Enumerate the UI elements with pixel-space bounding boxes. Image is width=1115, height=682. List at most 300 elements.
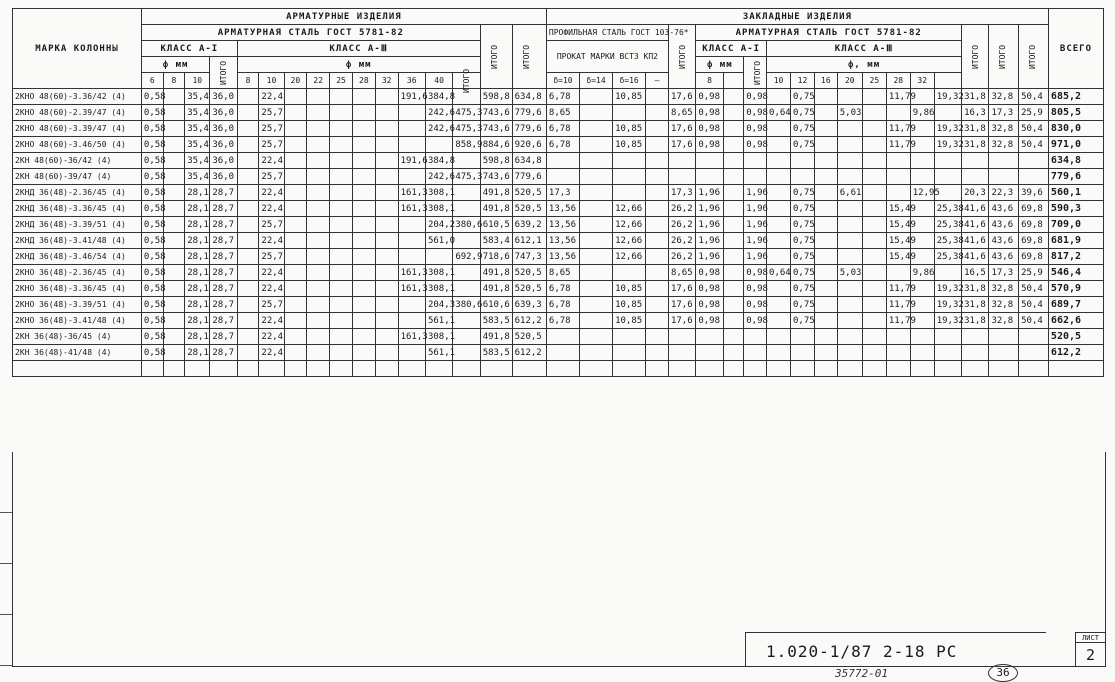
empty-cell xyxy=(352,361,375,377)
empty-cell xyxy=(480,361,512,377)
value-cell xyxy=(646,345,669,361)
value-cell: 520,5 xyxy=(512,201,546,217)
value-cell: 11,79 xyxy=(886,137,910,153)
value-cell xyxy=(791,329,815,345)
value-cell: 39,6 xyxy=(1019,185,1049,201)
value-cell xyxy=(814,233,837,249)
value-cell: 28,1 xyxy=(185,345,210,361)
value-cell: 15,49 xyxy=(886,217,910,233)
empty-cell xyxy=(1048,361,1103,377)
value-cell: 884,6 xyxy=(480,137,512,153)
circled-number: 36 xyxy=(988,664,1018,682)
value-cell: 32,8 xyxy=(989,89,1019,105)
diameter-cell: 10 xyxy=(259,73,284,89)
empty-cell xyxy=(579,361,612,377)
value-cell xyxy=(814,121,837,137)
value-cell xyxy=(723,217,744,233)
value-cell: 43,6 xyxy=(989,201,1019,217)
value-cell xyxy=(668,329,695,345)
grand-total-cell: 689,7 xyxy=(1048,297,1103,313)
value-cell xyxy=(668,169,695,185)
value-cell: 26,2 xyxy=(668,233,695,249)
value-cell: 32,8 xyxy=(989,297,1019,313)
value-cell xyxy=(163,297,185,313)
value-cell xyxy=(862,169,886,185)
value-cell xyxy=(237,313,259,329)
value-cell: 6,78 xyxy=(546,137,579,153)
value-cell: 10,85 xyxy=(613,281,646,297)
value-cell: 19,32 xyxy=(934,297,961,313)
value-cell xyxy=(989,329,1019,345)
value-cell: 41,6 xyxy=(962,217,989,233)
value-cell: 0,75 xyxy=(791,89,815,105)
value-cell xyxy=(307,137,330,153)
value-cell: 50,4 xyxy=(1019,89,1049,105)
value-cell: 17,6 xyxy=(668,89,695,105)
value-cell xyxy=(352,89,375,105)
value-cell: 31,8 xyxy=(962,121,989,137)
value-cell: 36,0 xyxy=(210,105,237,121)
value-cell xyxy=(886,185,910,201)
value-cell: 475,3 xyxy=(453,121,480,137)
value-cell xyxy=(837,281,862,297)
value-cell xyxy=(352,201,375,217)
value-cell xyxy=(579,329,612,345)
value-cell xyxy=(453,329,480,345)
value-cell: 11,79 xyxy=(886,297,910,313)
value-cell: 28,1 xyxy=(185,313,210,329)
value-cell: 17,6 xyxy=(668,297,695,313)
value-cell xyxy=(579,153,612,169)
value-cell: 13,56 xyxy=(546,217,579,233)
value-cell: 35,4 xyxy=(185,105,210,121)
value-cell xyxy=(579,169,612,185)
value-cell xyxy=(696,169,723,185)
diameter-cell: 10 xyxy=(185,73,210,89)
value-cell xyxy=(237,297,259,313)
value-cell xyxy=(163,281,185,297)
value-cell xyxy=(646,121,669,137)
column-mark: 2КНД 36(48)-3.39/51 (4) xyxy=(13,217,142,233)
value-cell xyxy=(284,313,307,329)
empty-cell xyxy=(989,361,1019,377)
table-row xyxy=(13,105,1104,121)
value-cell: 1,96 xyxy=(696,233,723,249)
value-cell: 22,4 xyxy=(259,329,284,345)
value-cell xyxy=(862,137,886,153)
value-cell xyxy=(814,201,837,217)
value-cell: 161,3 xyxy=(398,265,425,281)
value-cell xyxy=(668,345,695,361)
value-cell: 10,85 xyxy=(613,313,646,329)
diameter-cell: 32 xyxy=(375,73,398,89)
value-cell: 69,8 xyxy=(1019,201,1049,217)
value-cell: 0,98 xyxy=(696,89,723,105)
diameter-cell: 40 xyxy=(425,73,452,89)
grand-total-cell: 830,0 xyxy=(1048,121,1103,137)
table-row xyxy=(13,281,1104,297)
value-cell xyxy=(453,201,480,217)
value-cell xyxy=(646,329,669,345)
value-cell xyxy=(307,89,330,105)
value-cell xyxy=(398,249,425,265)
table-row xyxy=(13,329,1104,345)
empty-cell xyxy=(837,361,862,377)
value-cell xyxy=(837,217,862,233)
diameter-row xyxy=(13,73,1104,89)
value-cell: 41,6 xyxy=(962,201,989,217)
empty-cell xyxy=(723,361,744,377)
value-cell xyxy=(1019,329,1049,345)
value-cell xyxy=(837,121,862,137)
value-cell xyxy=(330,265,353,281)
value-cell xyxy=(579,185,612,201)
value-cell xyxy=(934,329,961,345)
value-cell xyxy=(330,137,353,153)
value-cell: 384,8 xyxy=(425,153,452,169)
value-cell xyxy=(453,233,480,249)
sheet-number-box xyxy=(1075,632,1105,667)
value-cell: 0,98 xyxy=(696,297,723,313)
value-cell xyxy=(307,217,330,233)
value-cell xyxy=(723,249,744,265)
value-cell: 28,1 xyxy=(185,281,210,297)
value-cell: 26,2 xyxy=(668,217,695,233)
value-cell xyxy=(375,201,398,217)
diameter-cell: 32 xyxy=(910,73,934,89)
zaklad-title: ЗАКЛАДНЫЕ ИЗДЕЛИЯ xyxy=(546,9,1048,25)
value-cell: 22,4 xyxy=(259,185,284,201)
value-cell xyxy=(307,249,330,265)
value-cell xyxy=(791,169,815,185)
value-cell: 5,03 xyxy=(837,105,862,121)
value-cell xyxy=(307,169,330,185)
value-cell xyxy=(814,217,837,233)
value-cell: 17,6 xyxy=(668,121,695,137)
value-cell xyxy=(934,265,961,281)
value-cell: 0,75 xyxy=(791,137,815,153)
value-cell: 28,7 xyxy=(210,249,237,265)
value-cell xyxy=(284,185,307,201)
value-cell xyxy=(453,313,480,329)
value-cell: 1,96 xyxy=(744,217,767,233)
value-cell xyxy=(579,137,612,153)
value-cell: 0,58 xyxy=(141,185,163,201)
value-cell: 22,4 xyxy=(259,233,284,249)
value-cell: 15,49 xyxy=(886,249,910,265)
value-cell: 43,6 xyxy=(989,249,1019,265)
value-cell xyxy=(934,105,961,121)
value-cell: 0,75 xyxy=(791,281,815,297)
value-cell: 41,6 xyxy=(962,249,989,265)
value-cell xyxy=(989,169,1019,185)
grand-total-cell: 520,5 xyxy=(1048,329,1103,345)
value-cell: 28,7 xyxy=(210,313,237,329)
value-cell xyxy=(886,345,910,361)
value-cell xyxy=(723,329,744,345)
value-cell xyxy=(237,329,259,345)
value-cell xyxy=(767,137,791,153)
value-cell xyxy=(646,265,669,281)
grand-total-cell: 570,9 xyxy=(1048,281,1103,297)
value-cell: 22,4 xyxy=(259,153,284,169)
empty-cell xyxy=(910,361,934,377)
column-mark: 2КНО 48(60)-3.36/42 (4) xyxy=(13,89,142,105)
value-cell xyxy=(330,121,353,137)
value-cell xyxy=(862,121,886,137)
value-cell: 0,98 xyxy=(744,121,767,137)
value-cell: 28,1 xyxy=(185,185,210,201)
value-cell: 12,66 xyxy=(613,217,646,233)
value-cell xyxy=(646,201,669,217)
value-cell: 0,98 xyxy=(696,137,723,153)
value-cell xyxy=(744,153,767,169)
value-cell: 1,96 xyxy=(696,185,723,201)
value-cell: 25,9 xyxy=(1019,105,1049,121)
value-cell xyxy=(237,201,259,217)
value-cell: 50,4 xyxy=(1019,297,1049,313)
zaklad-steel: АРМАТУРНАЯ СТАЛЬ ГОСТ 5781-82 xyxy=(696,25,962,41)
value-cell: 10,85 xyxy=(613,89,646,105)
value-cell: 50,4 xyxy=(1019,137,1049,153)
empty-cell xyxy=(185,361,210,377)
value-cell: 0,75 xyxy=(791,297,815,313)
column-mark: 2КН 48(60)-36/42 (4) xyxy=(13,153,142,169)
value-cell xyxy=(862,233,886,249)
value-cell xyxy=(723,89,744,105)
empty-cell xyxy=(13,361,142,377)
phi-mm-a1-arm: ф мм xyxy=(141,57,209,73)
value-cell xyxy=(767,201,791,217)
value-cell: 0,98 xyxy=(744,105,767,121)
empty-cell xyxy=(646,361,669,377)
value-cell xyxy=(767,169,791,185)
value-cell: 308,1 xyxy=(425,265,452,281)
class-a3-arm: КЛАСС А-Ⅲ xyxy=(237,41,480,57)
value-cell xyxy=(696,153,723,169)
value-cell xyxy=(307,185,330,201)
value-cell: 161,3 xyxy=(398,201,425,217)
value-cell: 0,58 xyxy=(141,297,163,313)
value-cell: 22,4 xyxy=(259,201,284,217)
value-cell xyxy=(934,345,961,361)
value-cell: 191,6 xyxy=(398,89,425,105)
grand-total-cell: 560,1 xyxy=(1048,185,1103,201)
value-cell xyxy=(767,297,791,313)
value-cell: 32,8 xyxy=(989,281,1019,297)
value-cell xyxy=(886,265,910,281)
grand-total-cell: 612,2 xyxy=(1048,345,1103,361)
value-cell xyxy=(284,105,307,121)
value-cell: 0,75 xyxy=(791,265,815,281)
value-cell: 6,78 xyxy=(546,281,579,297)
value-cell: 25,7 xyxy=(259,217,284,233)
value-cell xyxy=(330,201,353,217)
grand-total-cell: 634,8 xyxy=(1048,153,1103,169)
value-cell xyxy=(352,313,375,329)
value-cell xyxy=(613,329,646,345)
value-cell: 0,58 xyxy=(141,201,163,217)
value-cell xyxy=(814,249,837,265)
value-cell: 31,8 xyxy=(962,313,989,329)
value-cell xyxy=(1019,345,1049,361)
value-cell: 25,7 xyxy=(259,169,284,185)
value-cell xyxy=(330,281,353,297)
value-cell xyxy=(723,233,744,249)
value-cell xyxy=(453,265,480,281)
grand-total-cell: 546,4 xyxy=(1048,265,1103,281)
value-cell: 0,75 xyxy=(791,217,815,233)
value-cell xyxy=(723,265,744,281)
value-cell xyxy=(837,249,862,265)
value-cell: 11,79 xyxy=(886,313,910,329)
empty-cell xyxy=(767,361,791,377)
value-cell xyxy=(284,137,307,153)
value-cell: 161,3 xyxy=(398,281,425,297)
value-cell: 10,85 xyxy=(613,297,646,313)
vsego-header: ВСЕГО xyxy=(1048,9,1103,89)
value-cell xyxy=(962,345,989,361)
value-cell: 35,4 xyxy=(185,137,210,153)
value-cell: 25,38 xyxy=(934,249,961,265)
value-cell: 22,4 xyxy=(259,265,284,281)
value-cell: 561,1 xyxy=(425,345,452,361)
value-cell xyxy=(613,265,646,281)
value-cell xyxy=(352,137,375,153)
value-cell xyxy=(723,297,744,313)
class-a1-arm: КЛАСС А-I xyxy=(141,41,237,57)
value-cell xyxy=(398,297,425,313)
column-mark: 2КН 48(60)-39/47 (4) xyxy=(13,169,142,185)
value-cell xyxy=(375,329,398,345)
diameter-cell: 28 xyxy=(352,73,375,89)
value-cell: 31,8 xyxy=(962,137,989,153)
value-cell: 1,96 xyxy=(744,249,767,265)
value-cell xyxy=(352,217,375,233)
value-cell: 384,8 xyxy=(425,89,452,105)
value-cell: 22,4 xyxy=(259,89,284,105)
value-cell xyxy=(284,217,307,233)
table-row xyxy=(13,233,1104,249)
value-cell xyxy=(613,105,646,121)
value-cell xyxy=(646,249,669,265)
diameter-cell: 12 xyxy=(791,73,815,89)
value-cell xyxy=(613,153,646,169)
value-cell: 19,32 xyxy=(934,121,961,137)
value-cell: 520,5 xyxy=(512,281,546,297)
value-cell xyxy=(767,89,791,105)
table-row xyxy=(13,153,1104,169)
diameter-cell: 8 xyxy=(163,73,185,89)
value-cell xyxy=(307,345,330,361)
value-cell xyxy=(886,329,910,345)
value-cell: 520,5 xyxy=(512,329,546,345)
profile-steel: ПРОФИЛЬНАЯ СТАЛЬ ГОСТ 103-76* xyxy=(546,25,668,41)
value-cell xyxy=(767,329,791,345)
value-cell: 9,86 xyxy=(910,265,934,281)
value-cell xyxy=(425,249,452,265)
value-cell xyxy=(163,329,185,345)
value-cell xyxy=(579,201,612,217)
value-cell: 36,0 xyxy=(210,137,237,153)
value-cell xyxy=(398,345,425,361)
value-cell xyxy=(1019,153,1049,169)
value-cell: 25,9 xyxy=(1019,265,1049,281)
value-cell xyxy=(646,297,669,313)
value-cell xyxy=(723,121,744,137)
value-cell xyxy=(862,313,886,329)
value-cell: 308,1 xyxy=(425,281,452,297)
empty-cell xyxy=(613,361,646,377)
itogo-a3-arm: ИТОГО xyxy=(453,73,480,89)
value-cell xyxy=(237,281,259,297)
value-cell: 28,7 xyxy=(210,201,237,217)
table-row xyxy=(13,169,1104,185)
grand-total-cell: 779,6 xyxy=(1048,169,1103,185)
table-row xyxy=(13,249,1104,265)
value-cell: 36,0 xyxy=(210,121,237,137)
value-cell xyxy=(646,169,669,185)
value-cell: 0,58 xyxy=(141,345,163,361)
value-cell: 22,4 xyxy=(259,313,284,329)
value-cell xyxy=(723,153,744,169)
diameter-cell: 10 xyxy=(767,73,791,89)
value-cell: 0,75 xyxy=(791,313,815,329)
value-cell xyxy=(767,217,791,233)
value-cell xyxy=(814,153,837,169)
value-cell xyxy=(453,281,480,297)
value-cell xyxy=(237,105,259,121)
value-cell xyxy=(837,201,862,217)
value-cell: 28,1 xyxy=(185,217,210,233)
value-cell xyxy=(862,153,886,169)
value-cell: 69,8 xyxy=(1019,233,1049,249)
value-cell: 380,6 xyxy=(453,297,480,313)
value-cell: 11,79 xyxy=(886,89,910,105)
empty-cell xyxy=(814,361,837,377)
value-cell xyxy=(814,297,837,313)
value-cell xyxy=(398,137,425,153)
value-cell: 28,7 xyxy=(210,265,237,281)
value-cell xyxy=(767,249,791,265)
empty-cell xyxy=(284,361,307,377)
value-cell: 0,98 xyxy=(696,281,723,297)
value-cell xyxy=(814,281,837,297)
value-cell: 718,6 xyxy=(480,249,512,265)
value-cell: 13,56 xyxy=(546,233,579,249)
value-cell xyxy=(744,169,767,185)
grand-total-cell: 590,3 xyxy=(1048,201,1103,217)
value-cell xyxy=(862,297,886,313)
table-row xyxy=(13,201,1104,217)
value-cell: 491,8 xyxy=(480,185,512,201)
value-cell xyxy=(330,89,353,105)
empty-cell xyxy=(668,361,695,377)
value-cell: 639,3 xyxy=(512,297,546,313)
value-cell: 13,56 xyxy=(546,201,579,217)
value-cell xyxy=(375,169,398,185)
value-cell: 26,2 xyxy=(668,201,695,217)
thickness-cell: δ=16 xyxy=(613,73,646,89)
grand-total-cell: 709,0 xyxy=(1048,217,1103,233)
value-cell: 0,98 xyxy=(744,137,767,153)
value-cell: 0,58 xyxy=(141,153,163,169)
armatur-steel: АРМАТУРНАЯ СТАЛЬ ГОСТ 5781-82 xyxy=(141,25,480,41)
empty-cell xyxy=(375,361,398,377)
value-cell: 0,64 xyxy=(767,105,791,121)
value-cell xyxy=(989,345,1019,361)
value-cell xyxy=(237,249,259,265)
